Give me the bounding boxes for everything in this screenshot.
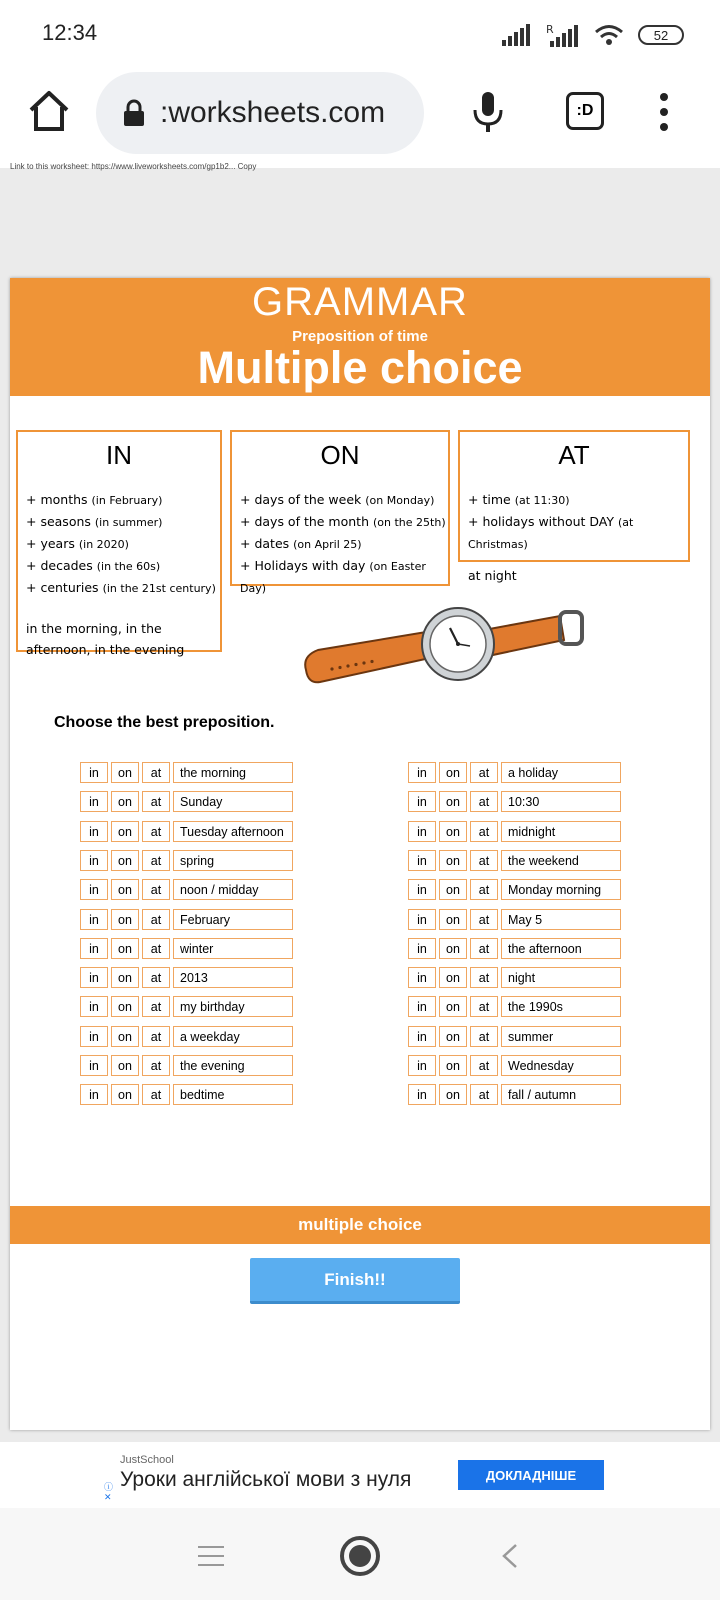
back-icon[interactable] <box>498 1542 522 1570</box>
option-at-button[interactable]: at <box>142 762 170 783</box>
finish-button[interactable]: Finish!! <box>250 1258 460 1304</box>
exercise-phrase: winter <box>173 938 293 959</box>
option-on-button[interactable]: on <box>111 1026 139 1047</box>
rule-note-in: in the morning, in the afternoon, in the evening <box>26 621 185 657</box>
rule-item: + holidays without DAY (at Christmas) <box>468 514 634 551</box>
worksheet-link-bar <box>10 162 310 174</box>
worksheet-type-bar: multiple choice <box>10 1206 710 1244</box>
option-on-button[interactable]: on <box>111 791 139 812</box>
ad-brand: JustSchool <box>120 1454 174 1466</box>
option-in-button[interactable]: in <box>408 762 436 783</box>
option-at-button[interactable]: at <box>142 996 170 1017</box>
more-menu-icon[interactable] <box>656 90 672 134</box>
option-on-button[interactable]: on <box>439 938 467 959</box>
option-in-button[interactable]: in <box>408 850 436 871</box>
option-in-button[interactable]: in <box>408 909 436 930</box>
exercise-phrase: Tuesday afternoon <box>173 821 293 842</box>
exercise-row <box>80 791 293 813</box>
option-in-button[interactable]: in <box>80 1055 108 1076</box>
address-bar[interactable] <box>96 72 424 154</box>
exercise-row <box>80 879 293 901</box>
rule-item: + decades (in the 60s) <box>26 558 161 573</box>
signal-roaming-icon <box>546 23 580 47</box>
exercise-row <box>408 1026 621 1048</box>
rule-item: + years (in 2020) <box>26 536 129 551</box>
option-on-button[interactable]: on <box>439 791 467 812</box>
signal-icon <box>502 24 532 46</box>
option-in-button[interactable]: in <box>80 791 108 812</box>
option-at-button[interactable]: at <box>470 879 498 900</box>
ad-content[interactable] <box>104 1442 616 1508</box>
option-on-button[interactable]: on <box>439 821 467 842</box>
option-on-button[interactable]: on <box>439 1084 467 1105</box>
exercise-row <box>408 850 621 872</box>
exercise-row <box>80 996 293 1018</box>
exercise-row <box>408 1055 621 1077</box>
option-at-button[interactable]: at <box>142 791 170 812</box>
roaming-indicator: R <box>546 23 554 36</box>
rule-item: + days of the month (on the 25th) <box>240 514 446 529</box>
exercise-phrase: 10:30 <box>501 791 621 812</box>
option-at-button[interactable]: at <box>470 791 498 812</box>
home-nav-icon[interactable] <box>340 1536 380 1576</box>
exercise-row <box>80 821 293 843</box>
option-in-button[interactable]: in <box>80 1026 108 1047</box>
option-in-button[interactable]: in <box>80 996 108 1017</box>
exercise-row <box>408 879 621 901</box>
option-at-button[interactable]: at <box>142 1055 170 1076</box>
exercise-phrase: February <box>173 909 293 930</box>
worksheet-link-text: Link to this worksheet: https://www.liveworksheets.com/gp1b2... Copy <box>10 162 257 171</box>
tabs-button[interactable]: :D <box>566 92 604 130</box>
exercise-row <box>408 821 621 843</box>
exercise-phrase: the 1990s <box>501 996 621 1017</box>
option-at-button[interactable]: at <box>470 938 498 959</box>
exercise-phrase: night <box>501 967 621 988</box>
exercise-row <box>408 996 621 1018</box>
exercise-phrase: a weekday <box>173 1026 293 1047</box>
rule-title-in: IN <box>106 440 132 470</box>
exercise-row <box>80 1084 293 1106</box>
url-text[interactable]: :worksheets.com <box>160 96 386 129</box>
exercise-phrase: summer <box>501 1026 621 1047</box>
wifi-icon <box>594 24 624 46</box>
worksheet-banner <box>10 278 710 396</box>
exercise-phrase: 2013 <box>173 967 293 988</box>
option-at-button[interactable]: at <box>142 879 170 900</box>
banner-subtitle: Preposition of time <box>292 328 428 345</box>
option-on-button[interactable]: on <box>111 967 139 988</box>
browser-toolbar <box>0 68 720 168</box>
exercise-phrase: the afternoon <box>501 938 621 959</box>
option-at-button[interactable]: at <box>142 909 170 930</box>
ad-banner[interactable] <box>0 1442 720 1508</box>
option-in-button[interactable]: in <box>408 967 436 988</box>
exercise-phrase: a holiday <box>501 762 621 783</box>
system-nav-bar <box>0 1508 720 1600</box>
option-in-button[interactable]: in <box>408 938 436 959</box>
rule-title-at: AT <box>558 440 590 470</box>
option-at-button[interactable]: at <box>142 821 170 842</box>
banner-title: GRAMMAR <box>252 280 468 324</box>
option-on-button[interactable]: on <box>111 996 139 1017</box>
banner-heading: Multiple choice <box>197 342 523 393</box>
option-at-button[interactable]: at <box>470 1055 498 1076</box>
option-in-button[interactable]: in <box>80 967 108 988</box>
option-in-button[interactable]: in <box>80 879 108 900</box>
exercise-phrase: Wednesday <box>501 1055 621 1076</box>
option-on-button[interactable]: on <box>111 850 139 871</box>
exercise-row <box>408 791 621 813</box>
rule-item: + days of the week (on Monday) <box>240 492 435 507</box>
option-at-button[interactable]: at <box>470 909 498 930</box>
exercise-row <box>80 967 293 989</box>
option-at-button[interactable]: at <box>470 1026 498 1047</box>
option-in-button[interactable]: in <box>408 1084 436 1105</box>
ad-cta-button[interactable]: ДОКЛАДНІШЕ <box>458 1460 604 1490</box>
option-on-button[interactable]: on <box>439 967 467 988</box>
option-on-button[interactable]: on <box>111 1084 139 1105</box>
exercise-row <box>408 762 621 784</box>
option-on-button[interactable]: on <box>111 909 139 930</box>
option-on-button[interactable]: on <box>439 996 467 1017</box>
exercise-phrase: May 5 <box>501 909 621 930</box>
exercise-phrase: my birthday <box>173 996 293 1017</box>
option-at-button[interactable]: at <box>142 850 170 871</box>
option-on-button[interactable]: on <box>111 762 139 783</box>
option-at-button[interactable]: at <box>142 1084 170 1105</box>
exercise-row <box>80 909 293 931</box>
option-on-button[interactable]: on <box>439 762 467 783</box>
option-on-button[interactable]: on <box>439 1055 467 1076</box>
option-in-button[interactable]: in <box>80 909 108 930</box>
exercise-phrase: spring <box>173 850 293 871</box>
ad-headline[interactable]: Уроки англійської мови з нуля <box>120 1468 412 1491</box>
home-icon[interactable] <box>26 88 72 134</box>
rule-item: + Holidays with day (on Easter Day) <box>240 558 426 595</box>
exercise-row <box>80 1026 293 1048</box>
ad-choices-icon[interactable]: ⓘ ✕ <box>104 1482 114 1502</box>
status-icons <box>502 22 684 48</box>
exercise-phrase: Monday morning <box>501 879 621 900</box>
option-at-button[interactable]: at <box>142 938 170 959</box>
rule-title-on: ON <box>320 440 360 470</box>
option-at-button[interactable]: at <box>470 850 498 871</box>
option-in-button[interactable]: in <box>80 1084 108 1105</box>
exercise-phrase: bedtime <box>173 1084 293 1105</box>
rule-item: + dates (on April 25) <box>240 536 362 551</box>
option-on-button[interactable]: on <box>439 879 467 900</box>
exercise-instruction: Choose the best preposition. <box>54 714 275 731</box>
option-in-button[interactable]: in <box>80 762 108 783</box>
rule-item: + time (at 11:30) <box>468 492 570 507</box>
battery-icon: 52 <box>638 25 684 45</box>
microphone-icon[interactable] <box>470 90 506 134</box>
option-at-button[interactable]: at <box>470 821 498 842</box>
option-at-button[interactable]: at <box>470 996 498 1017</box>
rule-item: + seasons (in summer) <box>26 514 163 529</box>
exercise-phrase: midnight <box>501 821 621 842</box>
option-at-button[interactable]: at <box>142 967 170 988</box>
rule-box-at <box>458 430 690 583</box>
option-in-button[interactable]: in <box>408 879 436 900</box>
exercise-phrase: noon / midday <box>173 879 293 900</box>
exercise-row <box>408 909 621 931</box>
option-on-button[interactable]: on <box>111 1055 139 1076</box>
wristwatch-illustration <box>298 596 598 696</box>
option-on-button[interactable]: on <box>111 879 139 900</box>
exercise-row <box>408 1084 621 1106</box>
rule-box-in <box>16 430 222 657</box>
option-on-button[interactable]: on <box>111 938 139 959</box>
exercise-row <box>80 850 293 872</box>
rule-note-at: at night <box>468 568 517 583</box>
option-on-button[interactable]: on <box>111 821 139 842</box>
option-in-button[interactable]: in <box>408 996 436 1017</box>
exercise-phrase: fall / autumn <box>501 1084 621 1105</box>
option-on-button[interactable]: on <box>439 1026 467 1047</box>
exercise-row <box>80 762 293 784</box>
exercise-phrase: the morning <box>173 762 293 783</box>
rule-item: + centuries (in the 21st century) <box>26 580 216 595</box>
lock-icon <box>122 98 146 128</box>
option-at-button[interactable]: at <box>470 1084 498 1105</box>
option-at-button[interactable]: at <box>470 967 498 988</box>
option-at-button[interactable]: at <box>470 762 498 783</box>
option-in-button[interactable]: in <box>408 821 436 842</box>
worksheet <box>10 278 710 1430</box>
option-on-button[interactable]: on <box>439 909 467 930</box>
exercise-row <box>80 1055 293 1077</box>
recent-apps-icon[interactable] <box>198 1546 224 1566</box>
option-at-button[interactable]: at <box>142 1026 170 1047</box>
exercise-phrase: the weekend <box>501 850 621 871</box>
web-page <box>0 162 720 1442</box>
exercise-row <box>408 938 621 960</box>
status-time: 12:34 <box>42 20 98 45</box>
option-in-button[interactable]: in <box>408 791 436 812</box>
option-in-button[interactable]: in <box>408 1055 436 1076</box>
option-in-button[interactable]: in <box>80 821 108 842</box>
option-in-button[interactable]: in <box>80 938 108 959</box>
rule-item: + months (in February) <box>26 492 163 507</box>
option-in-button[interactable]: in <box>408 1026 436 1047</box>
exercise-row <box>80 938 293 960</box>
exercise-phrase: the evening <box>173 1055 293 1076</box>
option-on-button[interactable]: on <box>439 850 467 871</box>
exercise-phrase: Sunday <box>173 791 293 812</box>
rule-box-on <box>230 430 450 595</box>
status-bar <box>0 0 720 68</box>
option-in-button[interactable]: in <box>80 850 108 871</box>
exercise-row <box>408 967 621 989</box>
